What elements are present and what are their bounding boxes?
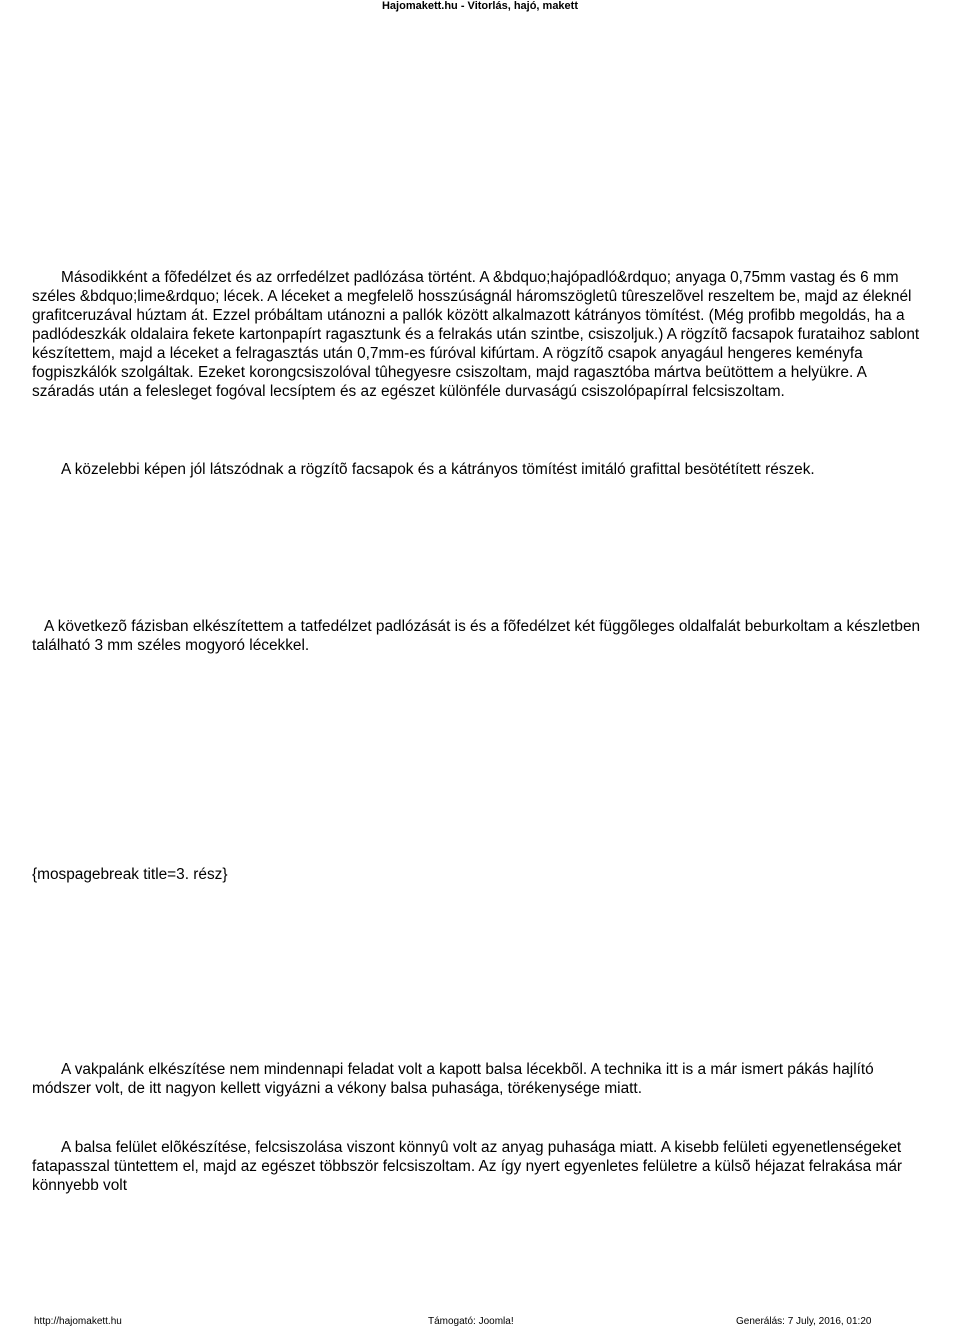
page-footer bbox=[0, 1316, 960, 1329]
article-paragraph-balsa-surface: A balsa felület elõkészítése, felcsiszolása viszont könnyû volt az anyag puhasága miatt. A kisebb felületi egyenetlenségeket fatapasszal tüntettem el, majd az egészet többször felcsiszoltam. Az így nyert egyenletes felületre a külsõ héjazat felrakása már könnyebb volt bbox=[32, 1139, 903, 1194]
article-pagebreak-marker: {mospagebreak title=3. rész} bbox=[32, 866, 228, 883]
article-paragraph-deck-planking: Másodikként a fõfedélzet és az orrfedélzet padlózása történt. A &bdquo;hajópadló&rdquo; anyaga 0,75mm vastag és 6 mm széles &bdquo;lime&rdquo; lécek. A léceket a megfelelõ hosszúságnál háromszögletû tûreszelõvel reszeltem be, majd az éleknél grafitceruzával húztam át. Ezzel próbáltam utánozni a pallók között alkalmazott kátrányos tömítést. (Még profibb megoldás, ha a padlódeszkák oldalaira fekete kartonpapírt ragasztunk és a felrakás után szintbe, csiszoljuk.) A rögzítõ facsapok furataihoz sablont készítettem, majd a léceket a felragasztás után 0,7mm-es fúróval kifúrtam. A rögzítõ csapok anyagául hengeres keményfa fogpiszkálók szolgáltak. Ezeket korongcsiszolóval tûhegyesre csiszoltam, majd ragasztóba mártva beütöttem a helyükre. A száradás után a felesleget fogóval lecsíptem és az egészet különféle durvaságú csiszolópapírral felcsiszoltam. bbox=[32, 269, 920, 400]
article-paragraph-closeup: A közelebbi képen jól látszódnak a rögzítõ facsapok és a kátrányos tömítést imitáló grafittal besötétített részek. bbox=[61, 461, 815, 478]
article-paragraph-aft-deck: A következõ fázisban elkészítettem a tatfedélzet padlózását is és a fõfedélzet két függõleges oldalfalát beburkoltam a készletben található 3 mm széles mogyoró lécekkel. bbox=[32, 618, 921, 654]
site-header-title: Hajomakett.hu - Vitorlás, hajó, makett bbox=[381, 0, 578, 12]
footer-generated-date: Generálás: 7 July, 2016, 01:20 bbox=[736, 1316, 872, 1327]
footer-sponsor: Támogató: Joomla! bbox=[428, 1316, 514, 1327]
footer-site-url[interactable]: http://hajomakett.hu bbox=[34, 1316, 122, 1327]
article-paragraph-bulwark: A vakpalánk elkészítése nem mindennapi feladat volt a kapott balsa lécekbõl. A technika itt is a már ismert pákás hajlító módszer volt, de itt nagyon kellett vigyázni a vékony balsa puhasága, törékenysége miatt. bbox=[32, 1061, 874, 1097]
